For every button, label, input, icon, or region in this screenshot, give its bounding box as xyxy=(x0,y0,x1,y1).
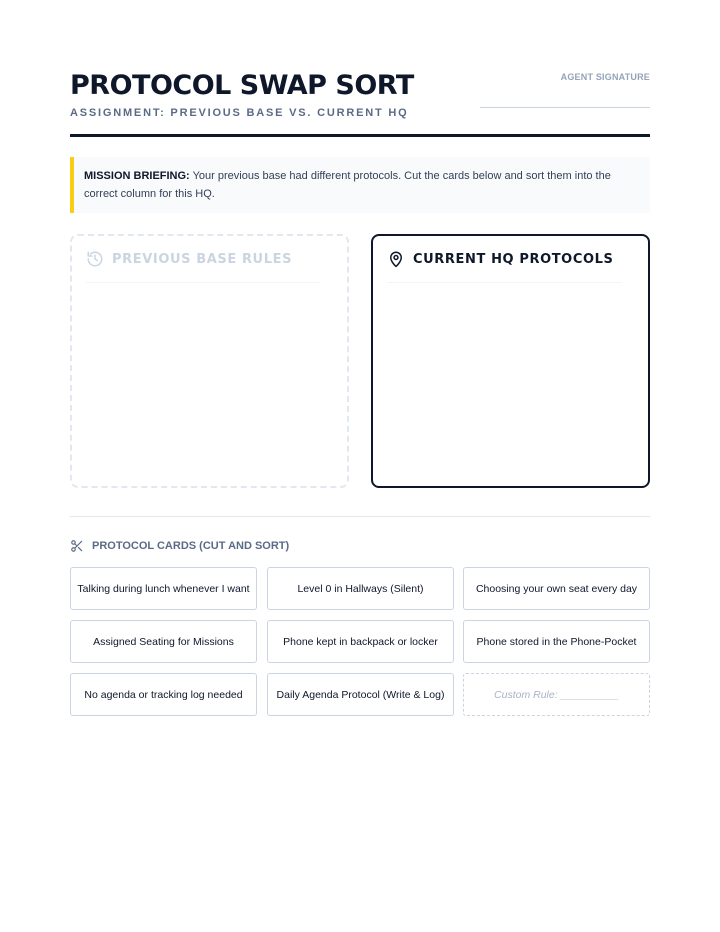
previous-base-header xyxy=(86,250,292,268)
header xyxy=(70,70,650,136)
history-icon xyxy=(86,250,104,268)
cards-section-title: PROTOCOL CARDS (CUT AND SORT) xyxy=(92,540,290,552)
page-title: PROTOCOL SWAP SORT xyxy=(70,70,414,101)
protocol-card[interactable]: Daily Agenda Protocol (Write & Log) xyxy=(267,673,454,716)
column-underline xyxy=(86,282,321,283)
protocol-card[interactable]: No agenda or tracking log needed xyxy=(70,673,257,716)
protocol-card[interactable]: Choosing your own seat every day xyxy=(463,567,650,610)
column-underline xyxy=(387,282,622,283)
current-hq-title: CURRENT HQ PROTOCOLS xyxy=(413,251,614,267)
protocol-card[interactable]: Level 0 in Hallways (Silent) xyxy=(267,567,454,610)
previous-base-title: PREVIOUS BASE RULES xyxy=(112,251,293,267)
protocol-card[interactable]: Assigned Seating for Missions xyxy=(70,620,257,663)
protocol-card[interactable]: Phone kept in backpack or locker xyxy=(267,620,454,663)
cards-section-header xyxy=(70,539,289,553)
briefing-text: Your previous base had different protocols. Cut the cards below and sort them into the correct column for this HQ. xyxy=(84,170,611,200)
protocol-card[interactable]: Phone stored in the Phone-Pocket xyxy=(463,620,650,663)
section-divider xyxy=(70,516,650,517)
scissors-icon xyxy=(70,539,84,553)
current-hq-column[interactable] xyxy=(371,234,650,488)
current-hq-header xyxy=(387,250,613,268)
briefing-label: MISSION BRIEFING: xyxy=(84,170,190,182)
assignment-subtitle: ASSIGNMENT: PREVIOUS BASE VS. CURRENT HQ xyxy=(70,107,409,119)
header-divider xyxy=(70,134,650,137)
map-pin-icon xyxy=(387,250,405,268)
signature-label: AGENT SIGNATURE xyxy=(560,72,650,82)
signature-line[interactable] xyxy=(480,107,650,108)
protocol-card[interactable]: Talking during lunch whenever I want xyxy=(70,567,257,610)
previous-base-column[interactable] xyxy=(70,234,349,488)
mission-briefing xyxy=(70,157,650,213)
custom-rule-card[interactable]: Custom Rule: __________ xyxy=(463,673,650,716)
